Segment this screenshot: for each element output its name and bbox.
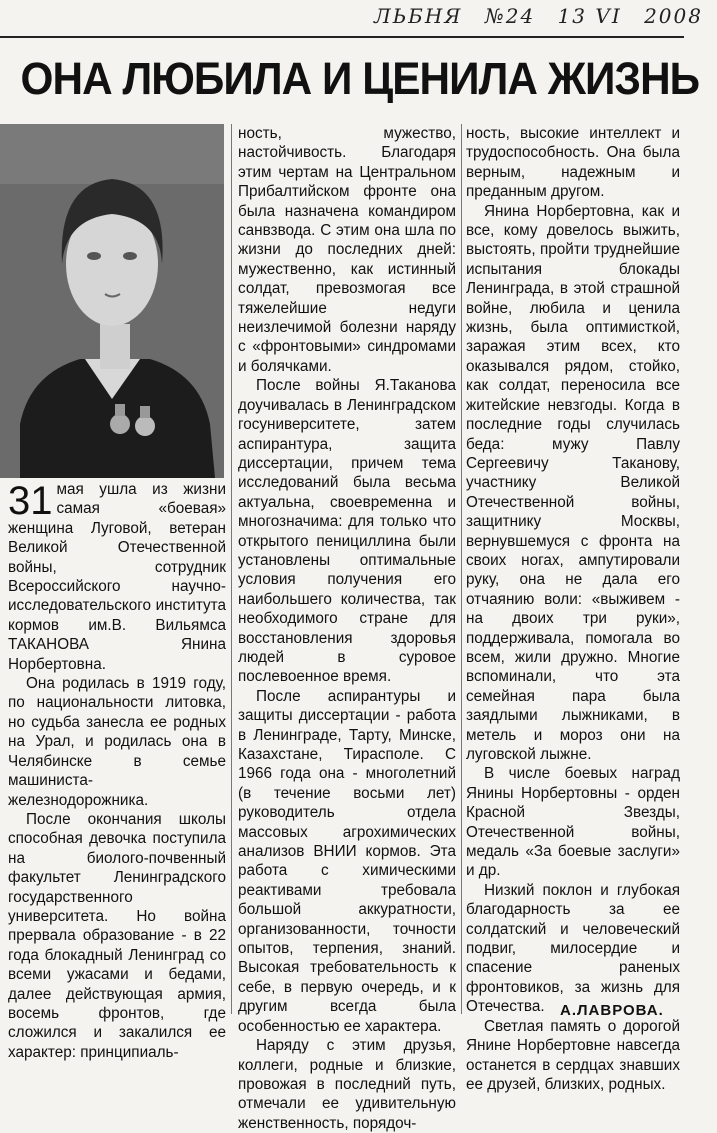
handwritten-date: 13 VI — [557, 4, 622, 28]
paragraph: В числе боевых наград Янины Норбертовны - орден Красной Звезды, Отечественной войны, медаль «За боевые заслуги» и др. — [466, 765, 680, 880]
column-3 — [466, 124, 680, 1094]
paragraph: После аспирантуры и защиты диссертации - работа в Ленинграде, Тарту, Минске, Казахстане, Тирасполе. С 1966 года она - многолетний (в течение восьми лет) руководитель отдела массовых агрохимических анализов ВНИИ кормов. Эта работа с химическими реактивами требовала большой аккуратности, организованности, точности опытов, терпения, знаний. Высокая требовательность к себе, в первую очередь, и к другим всегда была особенностью ее характера. — [238, 687, 456, 1035]
column-2 — [238, 124, 456, 1133]
paragraph: Она родилась в 1919 году, по национальности литовка, но судьба занесла ее родных на Урал, и родилась она в Челябинске в семье машиниста-железнодорожника. — [8, 675, 226, 809]
dropcap: 31 — [8, 479, 53, 523]
handwritten-issue-number: №24 — [484, 4, 536, 28]
top-divider — [0, 36, 684, 38]
handwritten-year: 2008 — [644, 4, 703, 28]
handwritten-note — [374, 4, 717, 28]
handwritten-paper-name: ЛЬБНЯ — [374, 4, 463, 28]
column-divider — [461, 124, 462, 1014]
paragraph: ность, мужество, настойчивость. Благодаря этим чертам на Центральном Прибалтийском фронте она была назначена командиром санвзвода. С этим она шла по жизни до последних дней: мужественно, как истинный солдат, превозмогая все тяжелейшие недуги неизлечимой болезни наряду с «фронтовыми» синдромами и болячками. — [238, 125, 456, 375]
column-1 — [8, 480, 226, 1062]
paragraph: После окончания школы способная девочка поступила на биолого-почвенный факультет Ленинградского государственного университета. Но война прервала образование - в 22 года блокадный Ленинград со всеми ужасами и бедами, далее действующая армия, восемь фронтов, где сложился и закалился ее характер: принципиаль- — [8, 810, 226, 1061]
lead-paragraph: 31 мая ушла из жизни самая «боевая» женщина Луговой, ветеран Великой Отечественной войны, сотрудник Всероссийского научно-исследовательского института кормов им.В. Вильямса ТАКАНОВА Янина Норбертовна. — [8, 479, 226, 673]
paragraph: После войны Я.Таканова доучивалась в Ленинградском госуниверситете, затем аспирантура, защита диссертации, причем тема исследований была весьма актуальна, своевременна и многозначима: для только что открытого пенициллина были установлены оптимальные условия получения его наибольшего количества, так необходимого стране для восстановления здоровья людей в суровое послевоенное время. — [238, 377, 456, 686]
column-divider — [231, 124, 232, 1014]
paragraph: Наряду с этим друзья, коллеги, родные и близкие, провожая в последний путь, отмечали ее удивительную женственность, порядоч- — [238, 1037, 456, 1132]
paragraph: Светлая память о дорогой Янине Норбертовне навсегда останется в сердцах знавших ее друзей, близких, родных. — [466, 1017, 680, 1093]
portrait-photo — [0, 124, 224, 478]
paragraph: ность, высокие интеллект и трудоспособность. Она была верным, надежным и преданным другом. — [466, 125, 680, 201]
author-signature: А.ЛАВРОВА. — [560, 1002, 664, 1019]
paragraph: Низкий поклон и глубокая благодарность за ее солдатский и человеческий подвиг, милосердие и спасение раненых фронтовиков, за жизнь для Отечества. — [466, 881, 680, 1016]
article-title: ОНА ЛЮБИЛА И ЦЕНИЛА ЖИЗНЬ — [20, 53, 700, 104]
paragraph: Янина Норбертовна, как и все, кому довелось выжить, выстоять, пройти труднейшие испытания блокады Ленинграда, в этой страшной войне, любила и ценила жизнь, была оптимисткой, заражая этим всех, кто оказывался рядом, стойко, как солдат, переносила все житейские невзгоды. Когда в последние годы случилась беда: мужу Павлу Сергеевичу Таканову, участнику Великой Отечественной войны, защитнику Москвы, вернувшемуся с фронта на своих ногах, ампутировали руку, она не дала его отчаянию воли: «выживем - на двоих три руки», поддерживала, помогала во всем, жили дружно. Многие вспоминали, что эта семейная пара была заядлыми лыжниками, в метель и мороз они на луговской лыжне. — [466, 202, 680, 763]
